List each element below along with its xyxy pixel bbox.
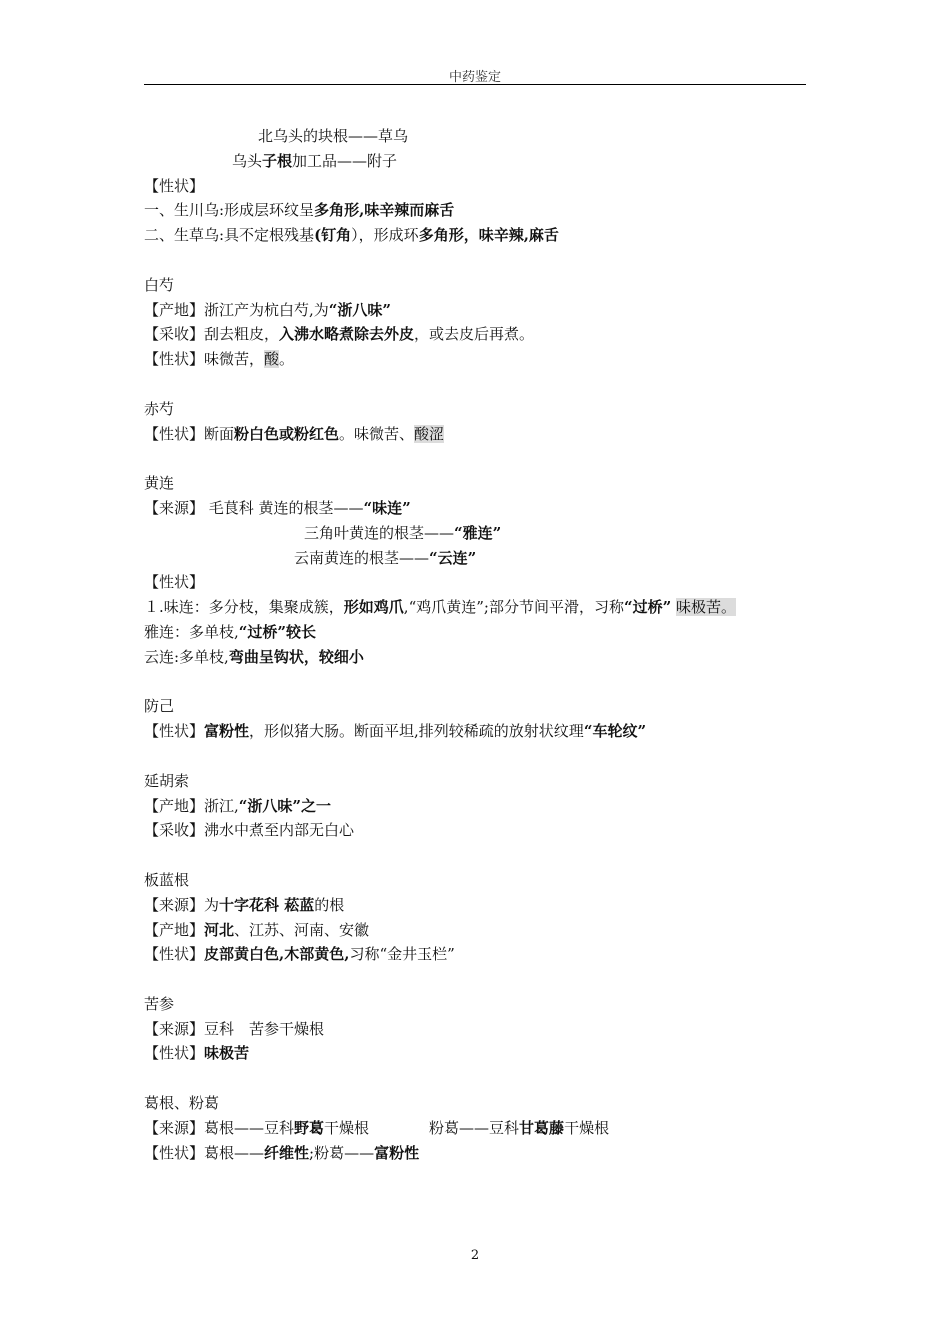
blank-line [144, 843, 806, 868]
text-segment: ，形似猪大肠。断面平坦,排列较稀疏的放射状纹理 [249, 722, 584, 741]
text-line [144, 223, 806, 248]
bold-text: 纤维性 [264, 1143, 310, 1162]
text-segment: 【产地】浙江产为杭白芍,为 [144, 300, 329, 319]
bold-text: 弯曲呈钩状，较细小 [228, 647, 364, 666]
text-line [144, 1116, 806, 1141]
bold-text: 形如鸡爪 [343, 598, 404, 617]
text-segment: 云南黄连的根茎—— [294, 548, 430, 567]
text-segment: 干燥根 [564, 1118, 610, 1137]
text-line [144, 942, 806, 967]
bold-text: “味连” [363, 498, 411, 517]
bold-text: 富粉性 [374, 1143, 420, 1162]
text-segment: １.味连：多分枝，集聚成簇， [144, 598, 344, 617]
text-line [144, 496, 806, 521]
highlighted-text: 味极苦。 [676, 598, 737, 617]
text-line [144, 521, 806, 546]
blank-line [144, 248, 806, 273]
text-segment: 【性状】 [144, 945, 205, 964]
text-segment: 。 [279, 350, 295, 369]
text-line [144, 1141, 806, 1166]
text-segment: 延胡索 [144, 771, 190, 790]
text-line [144, 595, 806, 620]
bold-text: 甘葛藤 [519, 1118, 565, 1137]
blank-line [144, 446, 806, 471]
text-line [144, 149, 806, 174]
text-line [144, 868, 806, 893]
bold-text: 味极苦 [204, 1044, 250, 1063]
bold-text: “浙八味”之一 [238, 796, 332, 815]
bold-text: “过桥” [623, 598, 672, 617]
page-number: 2 [470, 1248, 480, 1263]
blank-line [144, 1066, 806, 1091]
text-segment: 【性状】味微苦， [144, 350, 265, 369]
bold-text: “浙八味” [328, 300, 392, 319]
text-line [144, 298, 806, 323]
text-line [144, 546, 806, 571]
text-line [144, 322, 806, 347]
text-segment: 【产地】 [144, 920, 205, 939]
bold-text: “车轮纹” [583, 722, 647, 741]
text-segment: 葛根、粉葛 [144, 1094, 220, 1113]
text-segment: ，或去皮后再煮。 [414, 325, 535, 344]
text-segment: 黄连 [144, 474, 175, 493]
text-line [144, 397, 806, 422]
bold-text: 富粉性 [204, 722, 250, 741]
text-line [144, 794, 806, 819]
blank-line [144, 372, 806, 397]
text-line [144, 174, 806, 199]
text-line [144, 1041, 806, 1066]
text-segment: ;粉葛—— [309, 1143, 375, 1162]
text-line [144, 471, 806, 496]
text-segment: 赤芍 [144, 399, 175, 418]
bold-text: 粉白色或粉红色 [234, 424, 340, 443]
text-segment: 习称“金井玉栏” [349, 945, 455, 964]
text-segment: 【性状】 [144, 1044, 205, 1063]
text-segment: 【采收】刮去粗皮， [144, 325, 280, 344]
text-segment: 板蓝根 [144, 870, 190, 889]
text-segment: 【采收】沸水中煮至内部无白心 [144, 821, 355, 840]
text-line [144, 1017, 806, 1042]
text-segment: 【性状】 [144, 176, 205, 195]
text-segment: 一、生川乌:形成层环纹呈 [144, 201, 315, 220]
bold-text: 入沸水略煮除去外皮 [279, 325, 415, 344]
highlighted-text: 酸涩 [414, 424, 445, 443]
text-segment: 苦参 [144, 994, 175, 1013]
text-segment: 乌头 [232, 151, 263, 170]
text-segment: 白芍 [144, 275, 175, 294]
text-segment: 【产地】浙江, [144, 796, 239, 815]
text-line [144, 992, 806, 1017]
blank-line [144, 967, 806, 992]
text-segment: 【来源】葛根——豆科 [144, 1118, 295, 1137]
bold-text: 多角形，味辛辣,麻舌 [418, 226, 559, 245]
text-line [144, 422, 806, 447]
bold-text: 多角形,味辛辣而麻舌 [314, 201, 455, 220]
text-segment: 防己 [144, 697, 175, 716]
text-segment: 二、生草乌:具不定根残基 [144, 226, 315, 245]
text-line [144, 719, 806, 744]
bold-text: (钉角 [314, 226, 352, 245]
text-line [144, 645, 806, 670]
text-segment: 【来源】为 [144, 895, 220, 914]
text-segment: 【来源】豆科 苦参干燥根 [144, 1019, 325, 1038]
text-line [144, 1091, 806, 1116]
bold-text: 皮部黄白色,木部黄色, [204, 945, 350, 964]
text-segment: 云连:多单枝, [144, 647, 229, 666]
page-header-title: 中药鉴定 [448, 70, 501, 85]
bold-text: “过桥”较长 [238, 622, 317, 641]
text-segment: 雅连：多单枝, [144, 622, 239, 641]
bold-text: “雅连” [454, 523, 502, 542]
text-line [144, 273, 806, 298]
text-segment: 【性状】葛根—— [144, 1143, 265, 1162]
text-line [144, 570, 806, 595]
text-line [144, 620, 806, 645]
text-line [144, 818, 806, 843]
bold-text: 野葛 [294, 1118, 325, 1137]
text-line [144, 769, 806, 794]
bold-text: 子根 [262, 151, 293, 170]
text-segment: 的根 [314, 895, 345, 914]
text-segment: 【性状】 [144, 573, 205, 592]
bold-text: “云连” [429, 548, 477, 567]
text-segment: 【性状】断面 [144, 424, 235, 443]
document-body [144, 124, 806, 1165]
bold-text: 河北 [204, 920, 235, 939]
text-segment: 三角叶黄连的根茎—— [304, 523, 455, 542]
text-segment: ,“鸡爪黄连”;部分节间平滑，习称 [403, 598, 624, 617]
text-segment: 【来源】 毛茛科 黄连的根茎—— [144, 498, 364, 517]
text-segment: 干燥根 粉葛——豆科 [324, 1118, 520, 1137]
text-line [144, 198, 806, 223]
text-segment: 加工品——附子 [292, 151, 398, 170]
blank-line [144, 744, 806, 769]
text-segment: 、江苏、河南、安徽 [234, 920, 370, 939]
text-line [144, 893, 806, 918]
text-segment: 北乌头的块根——草乌 [258, 127, 409, 145]
text-segment: 【性状】 [144, 722, 205, 741]
highlighted-text: 酸 [264, 350, 280, 369]
blank-line [144, 670, 806, 695]
header-divider [144, 84, 806, 85]
text-segment: ），形成环 [351, 226, 419, 245]
text-line [144, 347, 806, 372]
text-line [144, 694, 806, 719]
bold-text: 十字花科 菘蓝 [219, 895, 315, 914]
text-line [144, 124, 806, 149]
text-segment: 。味微苦、 [339, 424, 415, 443]
text-line [144, 918, 806, 943]
